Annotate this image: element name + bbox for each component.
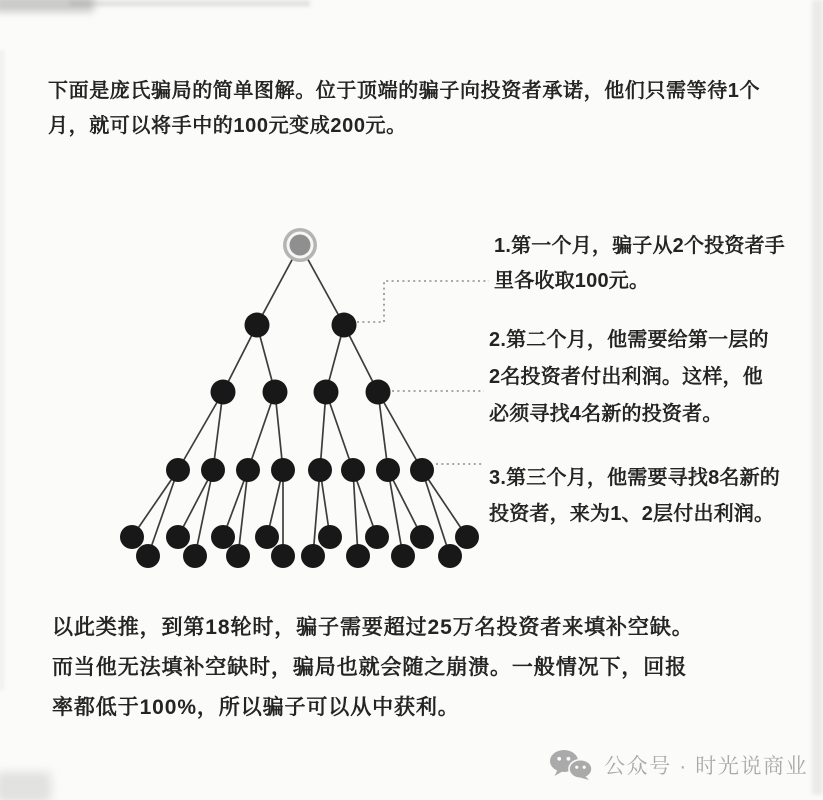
- investor-node: [308, 458, 332, 482]
- tree-edge: [326, 392, 353, 470]
- scammer-node-gap: [287, 232, 314, 259]
- tree-edge: [148, 470, 178, 556]
- tree-edge: [326, 325, 344, 392]
- investor-node: [211, 380, 236, 405]
- investor-node: [438, 544, 462, 568]
- annotation-line: 投资者，来为1、2层付出利润。: [489, 503, 775, 525]
- tree-edge: [248, 392, 275, 470]
- tree-edge: [422, 470, 467, 537]
- investor-node: [255, 525, 279, 549]
- intro-line: 月，就可以将手中的100元变成200元。: [48, 115, 407, 137]
- tree-edge: [344, 325, 378, 392]
- tree-edge: [238, 470, 248, 556]
- investor-node: [332, 313, 357, 338]
- dotted-connector: [357, 281, 489, 322]
- tree-edge: [223, 470, 248, 537]
- investor-node: [136, 544, 160, 568]
- investor-node: [271, 458, 295, 482]
- tree-edge: [257, 325, 275, 392]
- scan-artifact: [70, 1, 310, 6]
- tree-edge: [320, 392, 326, 470]
- investor-node: [301, 544, 325, 568]
- investor-node: [183, 544, 207, 568]
- outro-paragraph: [52, 608, 694, 728]
- investor-node: [346, 544, 370, 568]
- tree-edge: [388, 470, 403, 556]
- investor-node: [314, 380, 339, 405]
- investor-node: [376, 458, 400, 482]
- investor-node: [365, 525, 389, 549]
- tree-edge: [313, 470, 320, 556]
- investor-node: [318, 525, 342, 549]
- investor-node: [410, 525, 434, 549]
- scan-artifact: [0, 50, 4, 690]
- tree-edge: [257, 245, 300, 325]
- annotation-month-3: [489, 460, 780, 532]
- annotation-line: 2.第二个月，他需要给第一层的: [489, 329, 769, 351]
- investor-node: [166, 525, 190, 549]
- investor-node: [263, 380, 288, 405]
- investor-node: [120, 525, 144, 549]
- investor-node: [410, 458, 434, 482]
- tree-edge: [213, 392, 223, 470]
- scammer-node: [290, 235, 311, 256]
- investor-node: [366, 380, 391, 405]
- intro-paragraph: [48, 74, 760, 144]
- investor-node: [341, 458, 365, 482]
- tree-edge: [178, 392, 223, 470]
- tree-edge: [388, 470, 422, 537]
- tree-edge: [320, 470, 330, 537]
- tree-edge: [300, 245, 344, 325]
- investor-node: [245, 313, 270, 338]
- annotation-month-2: [489, 322, 769, 433]
- tree-edge: [267, 470, 283, 537]
- investor-node: [455, 525, 479, 549]
- scan-artifact: [0, 772, 51, 800]
- investor-node: [226, 544, 250, 568]
- watermark: [549, 749, 808, 780]
- investor-node: [201, 458, 225, 482]
- watermark-text: 公众号 · 时光说商业: [604, 754, 809, 778]
- tree-edge: [378, 392, 422, 470]
- annotation-month-1: [494, 229, 785, 299]
- scan-artifact: [0, 0, 94, 12]
- tree-edge: [275, 392, 283, 470]
- investor-node: [211, 525, 235, 549]
- tree-edge: [195, 470, 213, 556]
- investor-node: [391, 544, 415, 568]
- annotation-line: 1.第一个月，骗子从2个投资者手: [494, 235, 786, 257]
- outro-line: 率都低于100%，所以骗子可以从中获利。: [52, 696, 460, 719]
- scan-artifact: [812, 0, 823, 795]
- investor-node: [166, 458, 190, 482]
- annotation-line: 3.第三个月，他需要寻找8名新的: [489, 467, 781, 489]
- tree-edge: [422, 470, 450, 556]
- tree-edge: [353, 470, 377, 537]
- annotation-line: 里各收取100元。: [494, 270, 650, 292]
- intro-line: 下面是庞氏骗局的简单图解。位于顶端的骗子向投资者承诺，他们只需等待1个: [48, 80, 761, 102]
- annotation-line: 必须寻找4名新的投资者。: [489, 403, 723, 425]
- investor-node: [236, 458, 260, 482]
- investor-node: [271, 544, 295, 568]
- tree-edge: [378, 392, 388, 470]
- outro-line: 以此类推，到第18轮时，骗子需要超过25万名投资者来填补空缺。: [52, 616, 694, 639]
- tree-edge: [223, 325, 257, 392]
- wechat-icon: [549, 749, 595, 780]
- outro-line: 而当他无法填补空缺时，骗局也就会随之崩溃。一般情况下，回报: [52, 656, 688, 679]
- scammer-node-ring: [283, 228, 317, 262]
- tree-edge: [178, 470, 213, 537]
- tree-edge: [132, 470, 178, 537]
- tree-edge: [353, 470, 358, 556]
- annotation-line: 2名投资者付出利润。这样，他: [489, 366, 763, 388]
